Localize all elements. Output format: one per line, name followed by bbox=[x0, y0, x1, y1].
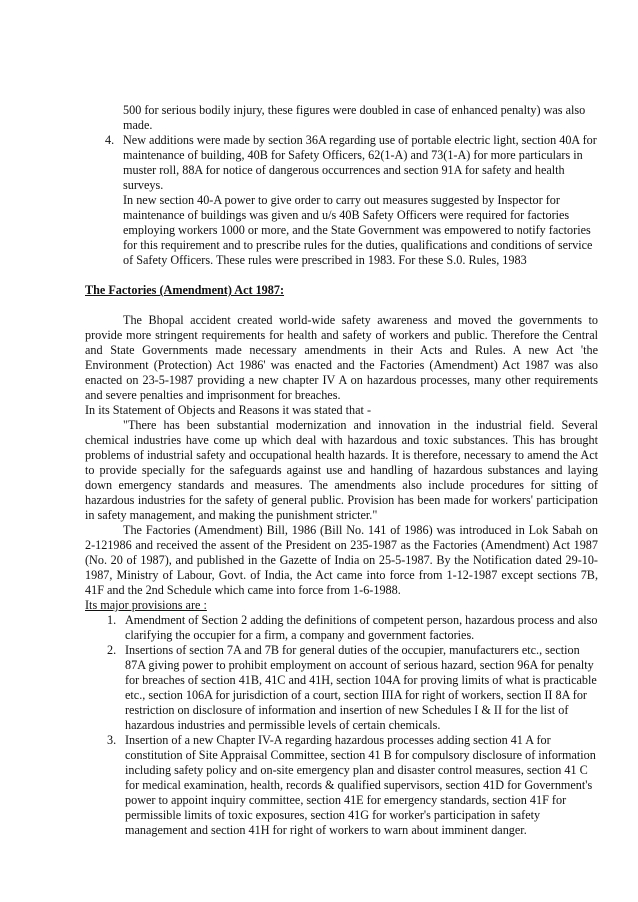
paragraph-bill: The Factories (Amendment) Bill, 1986 (Bill No. 141 of 1986) was introduced in Lok Sabah on 2-121986 and received the assent of the President on 235-1987 as the Factories (Amendment) Act 1987 (No. 20 of 1987), and published in the Gazette of India on 25-5-1987. By the Notification dated 29-10-1987, Ministry of Labour, Govt. of India, the Act came into force from 1-12-1987 except sections 7B, 41F and the 2nd Schedule which came into force from 1-6-1988. bbox=[85, 523, 598, 597]
list-item-number: 4. bbox=[105, 133, 115, 147]
list-item-4-extra-wrap bbox=[85, 193, 598, 268]
item3-continuation: 500 for serious bodily injury, these figures were doubled in case of enhanced penalty) was also made. bbox=[123, 103, 586, 132]
quote-paragraph: "There has been substantial modernization and innovation in the industrial field. Several chemical industries have come up which deal with hazardous and toxic substances. This has brought problems of industrial safety and occupational health hazards. It is therefore, necessary to amend the Act to provide specially for the safeguards against use and handling of hazardous substances and laying down emergency standards and measures. The amendments also include procedures for sitting of hazardous industries for the safety of general public. Provision has been made for workers' participation in safety management, and making the punishment stricter." bbox=[85, 418, 598, 522]
section-heading: The Factories (Amendment) Act 1987: bbox=[85, 283, 285, 297]
list-item bbox=[85, 613, 598, 643]
list-item-number: 1. bbox=[107, 613, 117, 627]
paragraph-statement: In its Statement of Objects and Reasons it was stated that - bbox=[85, 403, 372, 417]
list-item-text: Insertions of section 7A and 7B for general duties of the occupier, manufacturers etc., section 87A giving power to prohibit employment on account of serious hazard, section 96A for penalty for breaches of section 41B, 41C and 41H, section 104A for proving limits of what is practicable etc., section 106A for jurisdiction of a court, section IIIA for right of workers, section II 8A for restriction on disclosure of information and insertion of new Schedules I & II for the list of hazardous industries and permissible levels of certain chemicals. bbox=[125, 643, 597, 732]
list-item-text: New additions were made by section 36A regarding use of portable electric light, section 40A for maintenance of building, 40B for Safety Officers, 62(1-A) and 73(1-A) for more particulars in muster roll, 88A for notice of dangerous occurrences and section 91A for safety and health surveys. bbox=[123, 133, 597, 192]
list-item-4-extra: In new section 40-A power to give order to carry out measures suggested by Inspector for maintenance of buildings was given and u/s 40B Safety Officers were required for factories employing workers 1000 or more, and the State Government was empowered to notify factories for this requirement and to prescribe rules for the duties, qualifications and conditions of service of Safety Officers. These rules were prescribed in 1983. For these S.0. Rules, 1983 bbox=[123, 193, 593, 267]
provisions-list bbox=[85, 613, 598, 838]
list-item-text: Amendment of Section 2 adding the definitions of competent person, hazardous process and also clarifying the occupier for a firm, a company and government factories. bbox=[125, 613, 598, 642]
paragraph-bhopal: The Bhopal accident created world-wide safety awareness and moved the governments to provide more stringent requirements for health and safety of workers and public. Therefore the Central and State Governments made necessary amendments in their Acts and Rules. A new Act 'the Environment (Protection) Act 1986' was enacted and the Factories (Amendment) Act 1987 was also enacted on 23-5-1987 providing a new chapter IV A on hazardous processes, many other requirements and severe penalties and imprisonment for breaches. bbox=[85, 313, 598, 402]
list-item bbox=[85, 643, 598, 733]
list-continuation bbox=[85, 103, 598, 133]
list-item bbox=[85, 733, 598, 838]
provisions-label: Its major provisions are : bbox=[85, 598, 207, 612]
list-item-text: Insertion of a new Chapter IV-A regarding hazardous processes adding section 41 A for constitution of Site Appraisal Committee, section 41 B for compulsory disclosure of information including safety policy and on-site emergency plan and disaster control measures, section 41 C for medical examination, health, records & qualified supervisors, section 41D for Government's power to appoint inquiry committee, section 41E for emergency standards, section 41F for permissible limits of toxic exposures, section 41G for worker's participation in safety management and section 41H for right of workers to warn about imminent danger. bbox=[125, 733, 596, 837]
list-item-4 bbox=[85, 133, 598, 193]
list-item-number: 2. bbox=[107, 643, 117, 657]
list-item-number: 3. bbox=[107, 733, 117, 747]
